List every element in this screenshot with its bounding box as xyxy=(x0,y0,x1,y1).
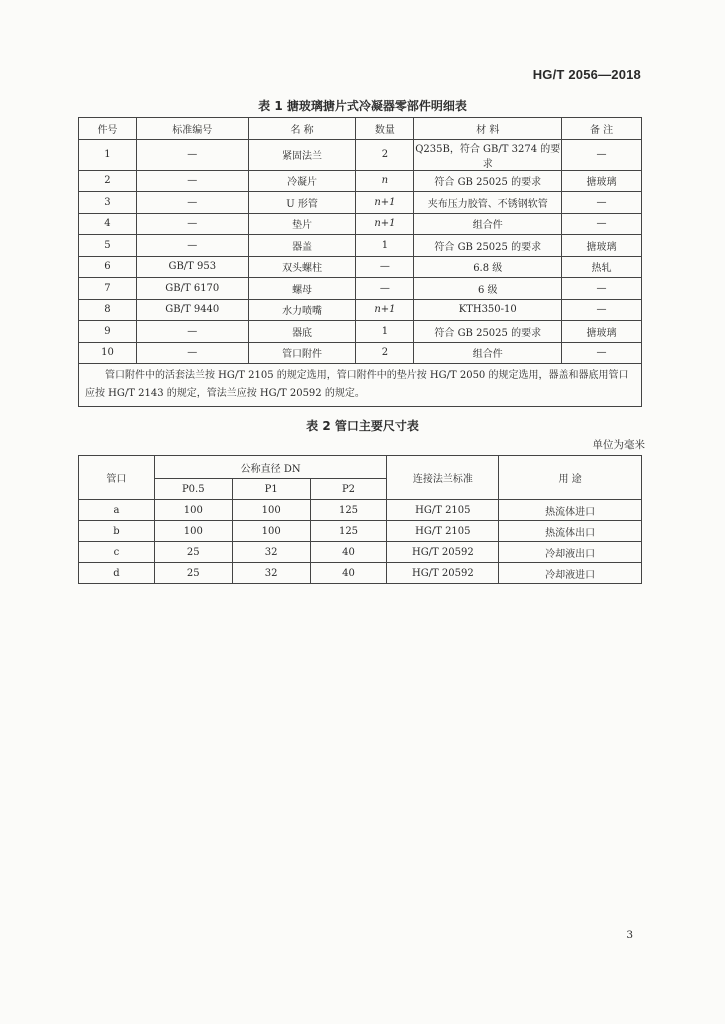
table1-cell: 搪玻璃 xyxy=(562,235,642,257)
table1-cell: n xyxy=(356,170,414,192)
table1-cell: 管口附件 xyxy=(248,342,356,364)
table1-cell: — xyxy=(562,299,642,321)
table1-cell: 组合件 xyxy=(414,342,562,364)
table1-cell: 7 xyxy=(79,278,137,300)
table1-cell: 紧固法兰 xyxy=(248,139,356,170)
table1-header-row xyxy=(79,118,642,140)
table1-cell: 冷凝片 xyxy=(248,170,356,192)
table1-row xyxy=(79,299,642,321)
table2-cell: 40 xyxy=(310,563,387,584)
table1-cell: 6 级 xyxy=(414,278,562,300)
table1-cell: — xyxy=(136,139,248,170)
table2-cell: 100 xyxy=(232,500,310,521)
table2-cell: 32 xyxy=(232,563,310,584)
table1-cell: n+1 xyxy=(356,213,414,235)
table1-header-cell: 名 称 xyxy=(248,118,356,140)
table1-cell: 2 xyxy=(356,342,414,364)
table1-cell: Q235B，符合 GB/T 3274 的要求 xyxy=(414,139,562,170)
table1-cell: 组合件 xyxy=(414,213,562,235)
table1-cell: n+1 xyxy=(356,192,414,214)
table2-cell: 125 xyxy=(310,500,387,521)
standard-code: HG/T 2056—2018 xyxy=(532,67,641,82)
table2-header-flange: 连接法兰标准 xyxy=(387,456,499,500)
table1-cell: 1 xyxy=(356,321,414,343)
table1-cell: 1 xyxy=(79,139,137,170)
table2-cell: 热流体出口 xyxy=(499,521,642,542)
table1-header-cell: 备 注 xyxy=(562,118,642,140)
table1-cell: — xyxy=(136,342,248,364)
table1-cell: 器盖 xyxy=(248,235,356,257)
table2-row xyxy=(79,521,642,542)
table1-cell: — xyxy=(136,213,248,235)
table1-cell: 热轧 xyxy=(562,256,642,278)
table1-cell: 9 xyxy=(79,321,137,343)
table1-cell: 1 xyxy=(356,235,414,257)
table2-cell: HG/T 20592 xyxy=(387,542,499,563)
table1-caption xyxy=(0,97,725,114)
table1-row xyxy=(79,321,642,343)
table2-cell: HG/T 20592 xyxy=(387,563,499,584)
table2-cell: HG/T 2105 xyxy=(387,521,499,542)
table1-cell: 螺母 xyxy=(248,278,356,300)
table2-cell: 冷却液进口 xyxy=(499,563,642,584)
table2-cell: 125 xyxy=(310,521,387,542)
table1-header-cell: 材 料 xyxy=(414,118,562,140)
parts-list-table xyxy=(78,117,642,407)
table1-cell: 符合 GB 25025 的要求 xyxy=(414,321,562,343)
table1-cell: 垫片 xyxy=(248,213,356,235)
table1-cell: — xyxy=(562,342,642,364)
table2-subheader-cell: P2 xyxy=(310,479,387,500)
table1-cell: 6.8 级 xyxy=(414,256,562,278)
table2-cell: 32 xyxy=(232,542,310,563)
table1-cell: — xyxy=(562,213,642,235)
table2-subheader-cell: P1 xyxy=(232,479,310,500)
table1-cell: — xyxy=(356,256,414,278)
table1-row xyxy=(79,213,642,235)
table2-cell: HG/T 2105 xyxy=(387,500,499,521)
table1-cell: — xyxy=(562,278,642,300)
table2-subheader-cell: P0.5 xyxy=(154,479,232,500)
table1-cell: — xyxy=(136,235,248,257)
page-number: 3 xyxy=(626,929,633,941)
table1-cell: GB/T 9440 xyxy=(136,299,248,321)
table2-header-nozzle: 管口 xyxy=(79,456,155,500)
table1-row xyxy=(79,192,642,214)
table1-cell: GB/T 6170 xyxy=(136,278,248,300)
table2-header-dn: 公称直径 DN xyxy=(154,456,387,479)
table2-header-row xyxy=(79,456,642,479)
table1-header-cell: 标准编号 xyxy=(136,118,248,140)
table1-cell: 搪玻璃 xyxy=(562,170,642,192)
table2-cell: 热流体进口 xyxy=(499,500,642,521)
table2-cell: d xyxy=(79,563,155,584)
table1-row xyxy=(79,139,642,170)
table2-cell: c xyxy=(79,542,155,563)
table1-note: 管口附件中的活套法兰按 HG/T 2105 的规定选用，管口附件中的垫片按 HG/T 2050 的规定选用，器盖和器底用管口应按 HG/T 2143 的规定，管法兰应按 HG/T 20592 的规定。 xyxy=(79,364,642,407)
table1-row xyxy=(79,235,642,257)
table1-cell: — xyxy=(136,192,248,214)
table2-caption-text: 表 2 管口主要尺寸表 xyxy=(306,419,419,433)
nozzle-size-table xyxy=(78,455,642,584)
table1-row xyxy=(79,342,642,364)
table1-cell: 2 xyxy=(356,139,414,170)
table1-cell: — xyxy=(136,170,248,192)
table1-row xyxy=(79,278,642,300)
table1-cell: 符合 GB 25025 的要求 xyxy=(414,170,562,192)
table2-row xyxy=(79,563,642,584)
table1-cell: GB/T 953 xyxy=(136,256,248,278)
table1-cell: n+1 xyxy=(356,299,414,321)
table1-caption-text: 表 1 搪玻璃搪片式冷凝器零部件明细表 xyxy=(258,99,467,113)
table2-row xyxy=(79,500,642,521)
table2-cell: 25 xyxy=(154,542,232,563)
table2-cell: 40 xyxy=(310,542,387,563)
table2-cell: 100 xyxy=(154,500,232,521)
table2-row xyxy=(79,542,642,563)
table1-cell: 3 xyxy=(79,192,137,214)
table1-cell: — xyxy=(562,139,642,170)
table1-cell: — xyxy=(356,278,414,300)
table1-cell: 夹布压力胶管、不锈钢软管 xyxy=(414,192,562,214)
unit-note: 单位为毫米 xyxy=(592,439,645,451)
table1-cell: 5 xyxy=(79,235,137,257)
table1-cell: 6 xyxy=(79,256,137,278)
table1-cell: — xyxy=(136,321,248,343)
table1-cell: — xyxy=(562,192,642,214)
table1-cell: 4 xyxy=(79,213,137,235)
table1-cell: 8 xyxy=(79,299,137,321)
table1-header-cell: 数量 xyxy=(356,118,414,140)
table1-cell: 搪玻璃 xyxy=(562,321,642,343)
table1-row xyxy=(79,170,642,192)
table2-header-use: 用 途 xyxy=(499,456,642,500)
table1-cell: 水力喷嘴 xyxy=(248,299,356,321)
table1-header-cell: 件号 xyxy=(79,118,137,140)
table2-cell: 25 xyxy=(154,563,232,584)
table1-cell: 符合 GB 25025 的要求 xyxy=(414,235,562,257)
table1-cell: U 形管 xyxy=(248,192,356,214)
table1-cell: 双头螺柱 xyxy=(248,256,356,278)
table1-row xyxy=(79,256,642,278)
table1-cell: 10 xyxy=(79,342,137,364)
table2-cell: b xyxy=(79,521,155,542)
table2-cell: 100 xyxy=(232,521,310,542)
table1-note-row xyxy=(79,364,642,407)
table1-cell: 2 xyxy=(79,170,137,192)
table1-cell: 器底 xyxy=(248,321,356,343)
table2-caption xyxy=(0,417,725,434)
table1-cell: KTH350-10 xyxy=(414,299,562,321)
table2-cell: 冷却液出口 xyxy=(499,542,642,563)
table2-cell: a xyxy=(79,500,155,521)
table2-cell: 100 xyxy=(154,521,232,542)
